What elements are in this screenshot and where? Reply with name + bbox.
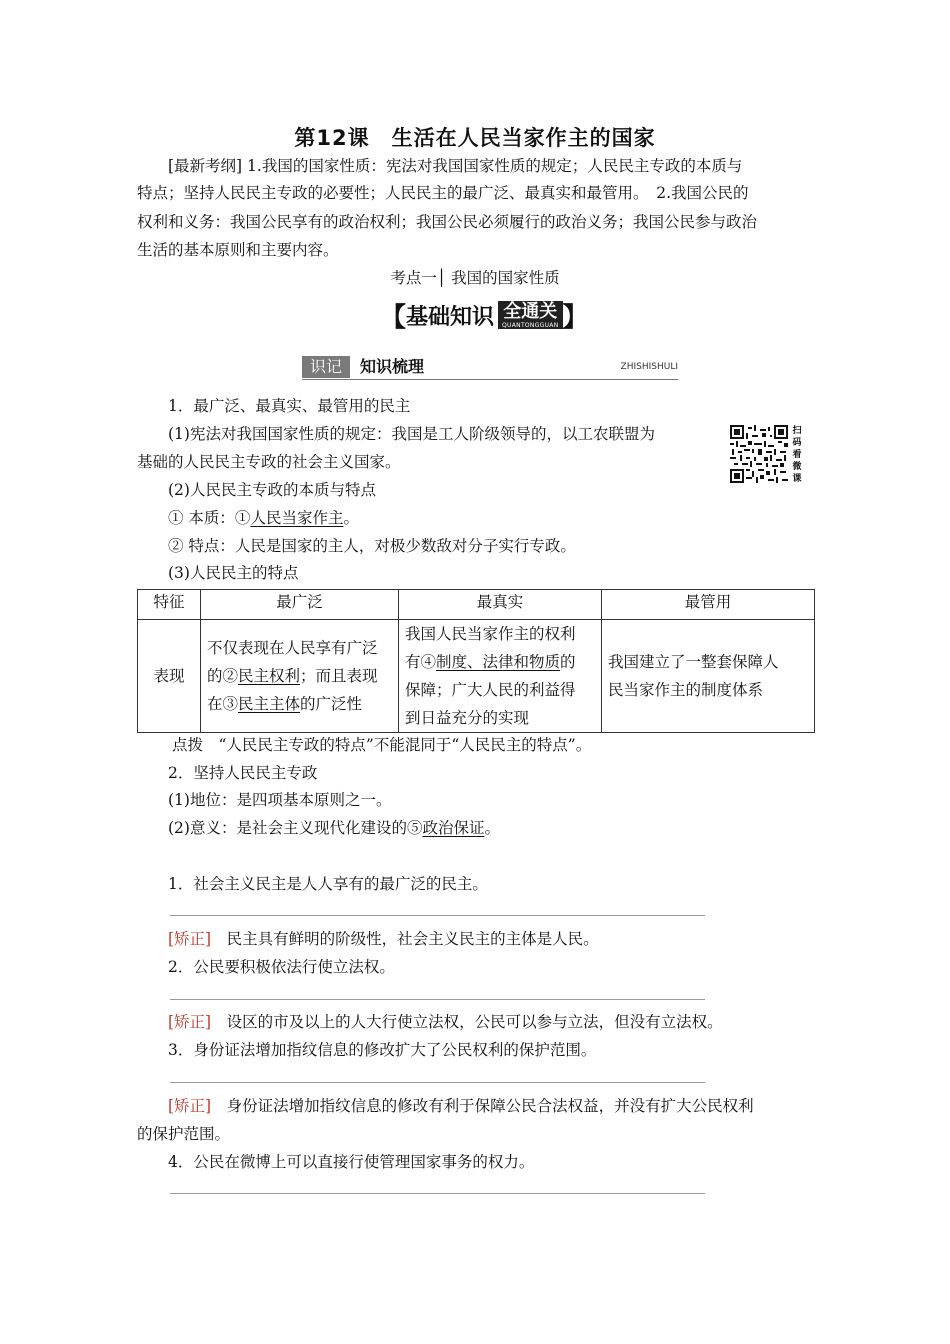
table-cell-most-useful	[602, 620, 815, 733]
qr-caption-char: 微	[792, 462, 802, 472]
knowledge-heading-1: 1．最广泛、最真实、最管用的民主	[168, 397, 411, 415]
cell-text: 的广泛性	[300, 695, 363, 713]
table-header-cell: 最管用	[602, 590, 815, 620]
table-header-cell: 最广泛	[201, 590, 399, 620]
table-header-cell: 特征	[138, 590, 201, 620]
syllabus-text-1: 1.我国的国家性质：宪法对我国国家性质的规定；人民民主专政的本质与	[247, 157, 743, 175]
answer-line	[170, 1193, 705, 1194]
answer-blank: 民主权利	[238, 667, 301, 685]
qr-caption-char: 看	[792, 450, 802, 460]
cell-text: ；而且表现	[300, 667, 378, 685]
syllabus-line-3: 权利和义务：我国公民享有的政治权利；我国公民必须履行的政治义务；我国公民参与政治	[137, 213, 758, 231]
qr-caption-char: 码	[792, 438, 802, 448]
banner-open-bracket: 【	[380, 302, 407, 333]
cell-line	[207, 690, 392, 718]
knowledge-p3: (3)人民民主的特点	[168, 564, 299, 582]
cell-line: 到日益充分的实现	[405, 709, 530, 727]
tip-note: 点拨 “人民民主专政的特点”不能混同于“人民民主的特点”。	[172, 736, 592, 754]
correction-answer-1	[168, 929, 599, 949]
cell-text: 的②	[207, 667, 239, 685]
section2-p2-text: (2)意义：是社会主义现代化建设的⑤	[168, 819, 423, 837]
correction-answer-3-cont: 的保护范围。	[137, 1125, 231, 1143]
syllabus-tag: [最新考纲]	[168, 157, 243, 175]
correction-tag: [矫正]	[168, 930, 212, 948]
cell-line	[207, 662, 392, 690]
section2-p2	[168, 818, 500, 838]
banner-badge-pinyin: QUANTONGGUAN	[502, 322, 559, 329]
correction-question-4: 4．公民在微博上可以直接行使管理国家事务的权力。	[168, 1153, 535, 1171]
cell-line	[405, 648, 595, 676]
answer-line	[170, 999, 705, 1000]
section-tag: 识记	[302, 356, 350, 378]
correction-answer-2	[168, 1012, 723, 1032]
correction-tag: [矫正]	[168, 1013, 212, 1031]
benzhi-answer: 人民当家作主	[250, 509, 344, 527]
cell-line: 民当家作主的制度体系	[608, 681, 764, 699]
section2-heading: 2．坚持人民民主专政	[168, 764, 318, 782]
table-row-label: 表现	[138, 620, 201, 733]
correction-text: 设区的市及以上的人大行使立法权，公民可以参与立法，但没有立法权。	[211, 1013, 723, 1031]
table-header-cell: 最真实	[399, 590, 602, 620]
syllabus-line-4: 生活的基本原则和主要内容。	[137, 241, 339, 259]
benzhi-suffix: 。	[343, 509, 359, 527]
section-underline	[302, 379, 678, 380]
correction-tag: [矫正]	[168, 1097, 212, 1115]
knowledge-p2: (2)人民民主专政的本质与特点	[168, 481, 376, 499]
knowledge-benzhi	[168, 508, 359, 528]
banner-basic-knowledge	[380, 300, 590, 333]
cell-text: 在③	[207, 695, 239, 713]
cell-line: 我国人民当家作主的权利	[405, 625, 576, 643]
answer-blank: 民主主体	[238, 695, 301, 713]
cell-line: 我国建立了一整套保障人	[608, 653, 779, 671]
cell-text: 有④	[405, 653, 437, 671]
correction-text: 民主具有鲜明的阶级性，社会主义民主的主体是人民。	[211, 930, 599, 948]
section-bar	[302, 356, 678, 378]
table-row	[138, 620, 815, 733]
banner-close-bracket: 】	[562, 302, 589, 333]
qr-caption-char: 课	[792, 474, 802, 484]
benzhi-prefix: ① 本质：①	[168, 509, 251, 527]
knowledge-tedian: ② 特点：人民是国家的主人，对极少数敌对分子实行专政。	[168, 537, 576, 555]
banner-text: 基础知识	[406, 304, 495, 330]
kaodian-heading: 考点一│ 我国的国家性质	[390, 269, 560, 287]
table-cell-broadest	[201, 620, 399, 733]
section2-p1: (1)地位：是四项基本原则之一。	[168, 791, 392, 809]
answer-blank: 制度、法律和物质	[436, 653, 561, 671]
answer-line	[170, 1082, 705, 1083]
section-pinyin: ZHISHISHULI	[620, 362, 678, 372]
correction-question-2: 2．公民要积极依法行使立法权。	[168, 958, 395, 976]
syllabus-line-1	[168, 156, 742, 176]
lesson-title: 第12课 生活在人民当家作主的国家	[294, 126, 656, 150]
knowledge-p1a: (1)宪法对我国国家性质的规定：我国是工人阶级领导的，以工农联盟为	[168, 425, 655, 443]
answer-blank: 政治保证	[422, 819, 485, 837]
correction-text: 身份证法增加指纹信息的修改有利于保障公民合法权益，并没有扩大公民权利	[211, 1097, 754, 1115]
section-label: 知识梳理	[360, 357, 425, 376]
cell-text: 的	[560, 653, 576, 671]
qr-caption	[791, 425, 803, 485]
cell-line: 不仅表现在人民享有广泛	[207, 639, 378, 657]
table-header-row	[138, 590, 815, 620]
correction-question-1: 1．社会主义民主是人人享有的最广泛的民主。	[168, 875, 488, 893]
banner-badge	[498, 301, 562, 329]
democracy-features-table	[137, 589, 815, 733]
banner-badge-text: 全通关	[503, 301, 558, 322]
section2-p2-text: 。	[484, 819, 500, 837]
correction-question-3: 3．身份证法增加指纹信息的修改扩大了公民权利的保护范围。	[168, 1041, 597, 1059]
qr-caption-char: 扫	[792, 426, 802, 436]
syllabus-line-2: 特点；坚持人民民主专政的必要性；人民民主的最广泛、最真实和最管用。 2.我国公民的	[137, 184, 749, 202]
cell-line: 保障；广大人民的利益得	[405, 681, 576, 699]
knowledge-p1b: 基础的人民民主专政的社会主义国家。	[137, 453, 401, 471]
answer-line	[170, 915, 705, 916]
qr-code-icon[interactable]	[730, 425, 788, 483]
table-cell-truest	[399, 620, 602, 733]
correction-answer-3	[168, 1096, 754, 1116]
